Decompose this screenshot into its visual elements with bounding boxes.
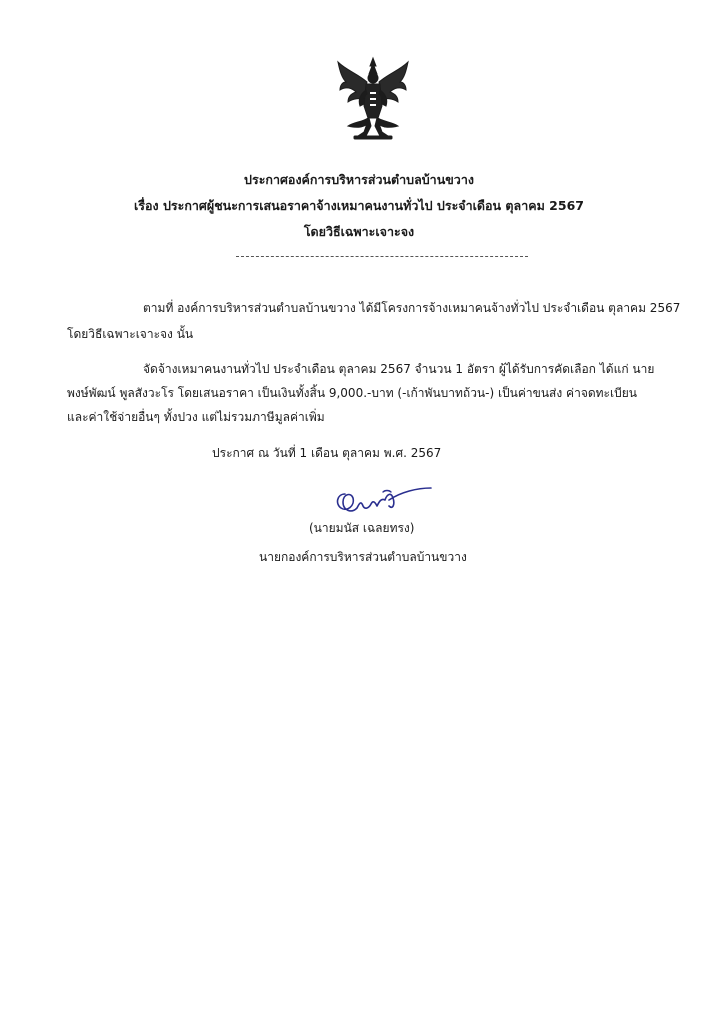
handwritten-signature-icon [331, 480, 435, 518]
paragraph-1-line-2: โดยวิธีเฉพาะเจาะจง นั้น [67, 327, 194, 341]
announcement-title: ประกาศองค์การบริหารส่วนตำบลบ้านขวาง [244, 172, 474, 187]
signer-title: นายกองค์การบริหารส่วนตำบลบ้านขวาง [259, 550, 467, 564]
announcement-date: ประกาศ ณ วันที่ 1 เดือน ตุลาคม พ.ศ. 2567 [212, 446, 442, 460]
divider [236, 256, 528, 257]
announcement-method: โดยวิธีเฉพาะเจาะจง [303, 224, 415, 239]
garuda-emblem-icon [334, 56, 412, 142]
paragraph-2-line-2: พงษ์พัฒน์ พูลสังวะโร โดยเสนอราคา เป็นเงินทั้งสิ้น 9,000.-บาท (-เก้าพันบาทถ้วน-) เป็นค่าขนส่ง ค่าจดทะเบียน [67, 386, 637, 400]
paragraph-2-line-3: และค่าใช้จ่ายอื่นๆ ทั้งปวง แต่ไม่รวมภาษีมูลค่าเพิ่ม [67, 410, 325, 424]
announcement-subject: เรื่อง ประกาศผู้ชนะการเสนอราคาจ้างเหมาคนงานทั่วไป ประจำเดือน ตุลาคม 2567 [134, 198, 584, 213]
paragraph-1-line-1: ตามที่ องค์การบริหารส่วนตำบลบ้านขวาง ได้มีโครงการจ้างเหมาคนจ้างทั่วไป ประจำเดือน ตุลาคม 2567 [143, 301, 681, 315]
paragraph-2-line-1: จัดจ้างเหมาคนงานทั่วไป ประจำเดือน ตุลาคม 2567 จำนวน 1 อัตรา ผู้ได้รับการคัดเลือก ได้แก่ นาย [143, 362, 655, 376]
signer-name: (นายมนัส เฉลยทรง) [309, 521, 415, 535]
